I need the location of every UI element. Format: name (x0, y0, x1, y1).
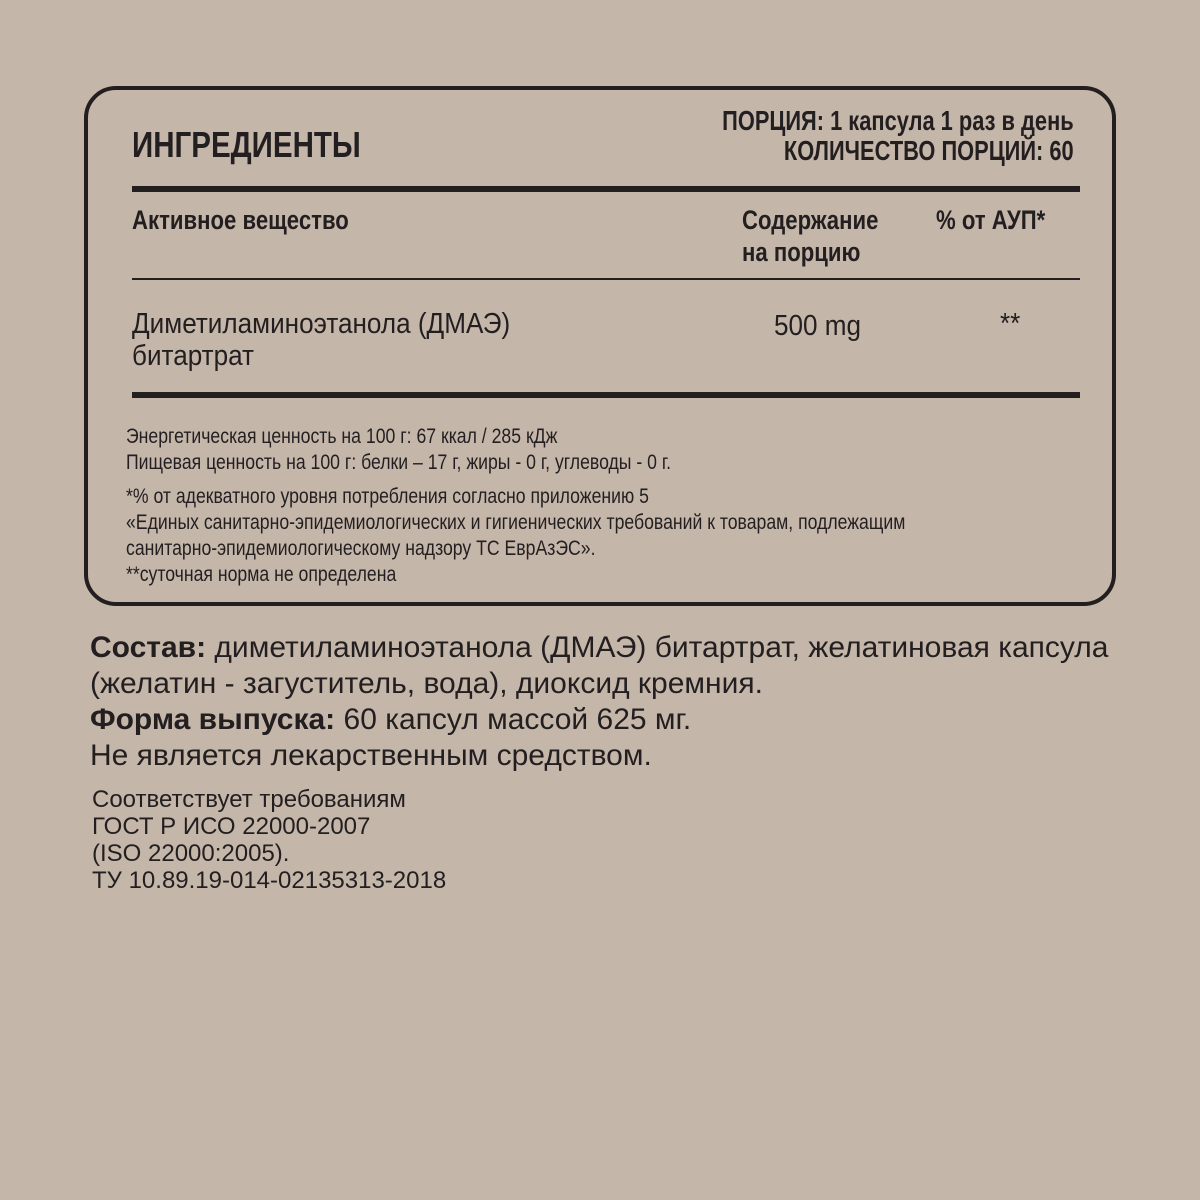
footnote-1: *% от адекватного уровня потребления согласно приложению 5 «Единых санитарно-эпидемиологических и гигиенических требований к товарам, подлежащим санитарно-эпидемиологическому надзору ТС ЕврАзЭС». (126, 485, 906, 560)
table-row-substance: Диметиламиноэтанола (ДМАЭ) битартрат (132, 308, 511, 372)
ingredients-panel (84, 86, 1116, 606)
header-amount: Содержание на порцию (742, 205, 879, 267)
cert-line-4: ТУ 10.89.19-014-02135313-2018 (92, 867, 447, 894)
release-form-body: 60 капсул массой 625 мг. (335, 703, 692, 736)
panel-title: ИНГРЕДИЕНТЫ (132, 124, 361, 165)
footnote-2: **суточная норма не определена (126, 563, 397, 586)
energy-value: Энергетическая ценность на 100 г: 67 ккал / 285 кДж (126, 425, 558, 448)
cert-line-1: Соответствует требованиям (92, 786, 406, 813)
header-substance: Активное вещество (132, 205, 349, 235)
serving-info (623, 106, 1074, 166)
header-dv: % от АУП* (936, 205, 1046, 235)
divider-top (132, 186, 1080, 192)
nutrition-value: Пищевая ценность на 100 г: белки – 17 г, жиры - 0 г, углеводы - 0 г. (126, 451, 672, 474)
serving-size: ПОРЦИЯ: 1 капсула 1 раз в день (722, 105, 1074, 136)
disclaimer: Не является лекарственным средством. (90, 739, 652, 772)
release-form-label: Форма выпуска: (90, 703, 336, 736)
composition-block (90, 630, 1130, 774)
certification-block (92, 786, 446, 894)
table-row-dv: ** (1000, 308, 1021, 340)
composition-text (90, 630, 1130, 702)
divider-bottom (132, 392, 1080, 398)
servings-count: КОЛИЧЕСТВО ПОРЦИЙ: 60 (784, 135, 1074, 166)
cert-line-3: (ISO 22000:2005). (92, 840, 290, 867)
divider-header (132, 278, 1080, 280)
composition-label: Состав: (90, 631, 207, 664)
release-form (90, 702, 1130, 738)
cert-line-2: ГОСТ Р ИСО 22000-2007 (92, 813, 371, 840)
composition-body: диметиламиноэтанола (ДМАЭ) битартрат, желатиновая капсула (желатин - загуститель, вода), диоксид кремния. (90, 631, 1109, 700)
table-row-amount: 500 mg (774, 310, 862, 342)
